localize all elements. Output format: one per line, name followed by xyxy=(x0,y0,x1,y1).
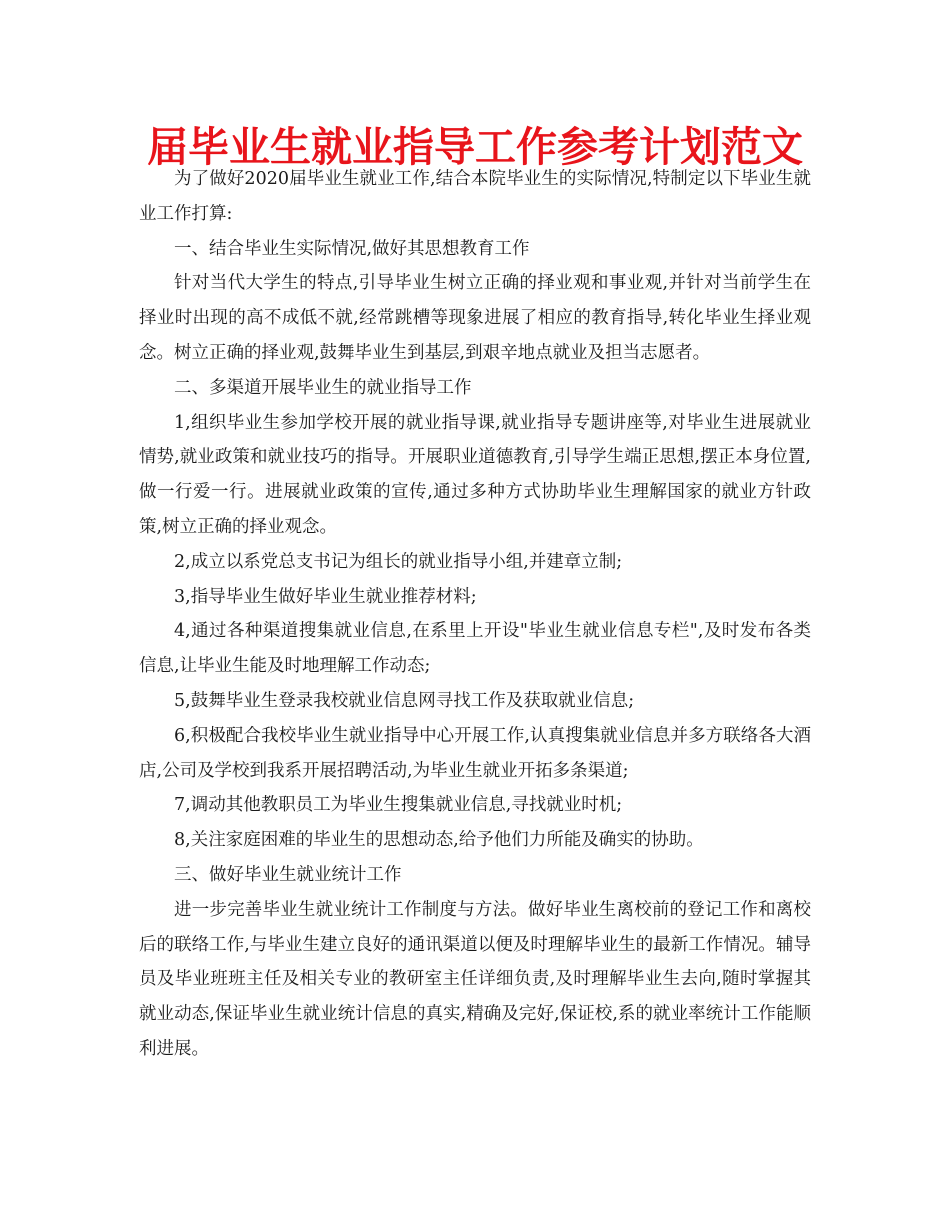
section-heading-3: 三、做好毕业生就业统计工作 xyxy=(174,864,402,885)
list-item-5: 5,鼓舞毕业生登录我校就业信息网寻找工作及获取就业信息; xyxy=(174,690,635,711)
list-item-2: 2,成立以系党总支书记为组长的就业指导小组,并建章立制; xyxy=(174,551,623,572)
section-heading-2: 二、多渠道开展毕业生的就业指导工作 xyxy=(174,377,472,398)
document-title: 届毕业生就业指导工作参考计划范文 xyxy=(147,123,803,171)
document-body xyxy=(139,162,811,1067)
list-item-3: 3,指导毕业生做好毕业生就业推荐材料; xyxy=(174,586,477,607)
list-item-4: 4,通过各种渠道搜集就业信息,在系里上开设"毕业生就业信息专栏",及时发布各类信息,让毕业生能及时地理解工作动态; xyxy=(139,621,811,677)
list-item-7: 7,调动其他教职员工为毕业生搜集就业信息,寻找就业时机; xyxy=(174,795,623,816)
section-3-paragraph: 进一步完善毕业生就业统计工作制度与方法。做好毕业生离校前的登记工作和离校后的联络工作,与毕业生建立良好的通讯渠道以便及时理解毕业生的最新工作情况。辅导员及毕业班班主任及相关专业的教研室主任详细负责,及时理解毕业生去向,随时掌握其就业动态,保证毕业生就业统计信息的真实,精确及完好,保证校,系的就业率统计工作能顺利进展。 xyxy=(139,899,811,1059)
list-item-1: 1,组织毕业生参加学校开展的就业指导课,就业指导专题讲座等,对毕业生进展就业情势,就业政策和就业技巧的指导。开展职业道德教育,引导学生端正思想,摆正本身位置,做一行爱一行。进展就业政策的宣传,通过多种方式协助毕业生理解国家的就业方针政策,树立正确的择业观念。 xyxy=(139,412,811,537)
list-item-6: 6,积极配合我校毕业生就业指导中心开展工作,认真搜集就业信息并多方联络各大酒店,公司及学校到我系开展招聘活动,为毕业生就业开拓多条渠道; xyxy=(139,725,811,781)
intro-paragraph: 为了做好2020届毕业生就业工作,结合本院毕业生的实际情况,特制定以下毕业生就业工作打算: xyxy=(139,169,811,224)
section-1-paragraph: 针对当代大学生的特点,引导毕业生树立正确的择业观和事业观,并针对当前学生在择业时出现的高不成低不就,经常跳槽等现象进展了相应的教育指导,转化毕业生择业观念。树立正确的择业观,鼓舞毕业生到基层,到艰辛地点就业及担当志愿者。 xyxy=(139,273,811,363)
list-item-8: 8,关注家庭困难的毕业生的思想动态,给予他们力所能及确实的协助。 xyxy=(174,830,704,851)
section-heading-1: 一、结合毕业生实际情况,做好其思想教育工作 xyxy=(174,238,530,259)
